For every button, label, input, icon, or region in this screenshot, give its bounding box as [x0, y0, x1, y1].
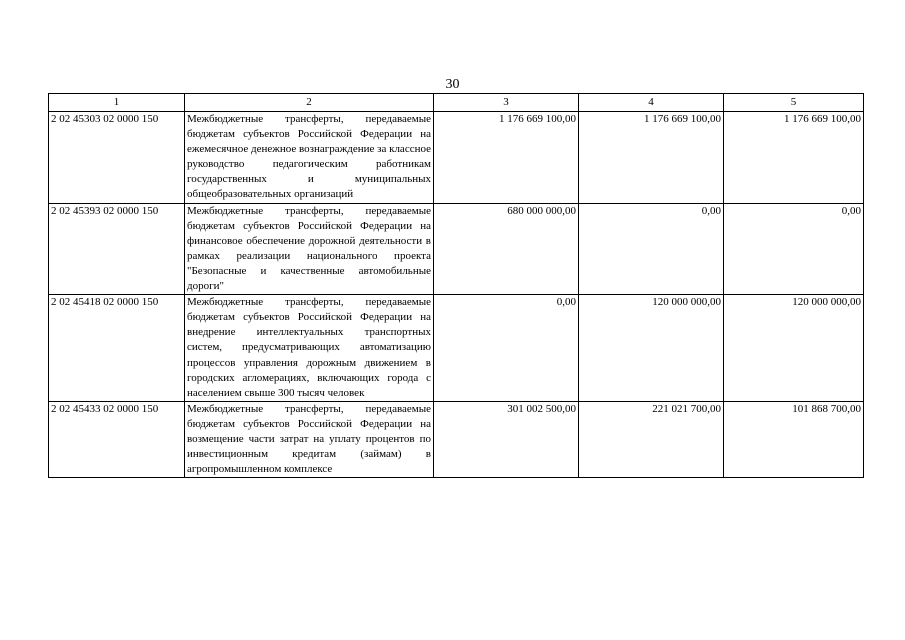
amount-col-5: 0,00 — [724, 203, 864, 295]
column-header-4: 4 — [579, 94, 724, 112]
amount-col-3: 680 000 000,00 — [434, 203, 579, 295]
column-header-3: 3 — [434, 94, 579, 112]
amount-col-4: 1 176 669 100,00 — [579, 112, 724, 204]
amount-col-5: 120 000 000,00 — [724, 295, 864, 402]
column-header-5: 5 — [724, 94, 864, 112]
budget-code: 2 02 45393 02 0000 150 — [49, 203, 185, 295]
table-row — [49, 295, 864, 402]
amount-col-5: 1 176 669 100,00 — [724, 112, 864, 204]
row-description: Межбюджетные трансферты, передаваемые бюджетам субъектов Российской Федерации на ежемесячное денежное вознаграждение за классное руководство педагогическим работникам государственных и муниципальных общеобразовательных организаций — [185, 112, 434, 204]
row-description: Межбюджетные трансферты, передаваемые бюджетам субъектов Российской Федерации на возмещение части затрат на уплату процентов по инвестиционным кредитам (займам) в агропромышленном комплексе — [185, 401, 434, 477]
budget-code: 2 02 45433 02 0000 150 — [49, 401, 185, 477]
amount-col-4: 0,00 — [579, 203, 724, 295]
amount-col-3: 301 002 500,00 — [434, 401, 579, 477]
amount-col-4: 120 000 000,00 — [579, 295, 724, 402]
table-row — [49, 401, 864, 477]
budget-table — [48, 93, 864, 478]
amount-col-3: 0,00 — [434, 295, 579, 402]
budget-code: 2 02 45418 02 0000 150 — [49, 295, 185, 402]
amount-col-5: 101 868 700,00 — [724, 401, 864, 477]
column-header-1: 1 — [49, 94, 185, 112]
row-description: Межбюджетные трансферты, передаваемые бюджетам субъектов Российской Федерации на внедрение интеллектуальных транспортных систем, предусматривающих автоматизацию процессов управления дорожным движением в городских агломерациях, включающих города с населением свыше 300 тысяч человек — [185, 295, 434, 402]
amount-col-4: 221 021 700,00 — [579, 401, 724, 477]
table-row — [49, 112, 864, 204]
table-row — [49, 203, 864, 295]
header-row — [49, 94, 864, 112]
amount-col-3: 1 176 669 100,00 — [434, 112, 579, 204]
row-description: Межбюджетные трансферты, передаваемые бюджетам субъектов Российской Федерации на финансовое обеспечение дорожной деятельности в рамках реализации национального проекта "Безопасные и качественные автомобильные дороги" — [185, 203, 434, 295]
column-header-2: 2 — [185, 94, 434, 112]
budget-code: 2 02 45303 02 0000 150 — [49, 112, 185, 204]
page-number: 30 — [445, 77, 460, 92]
